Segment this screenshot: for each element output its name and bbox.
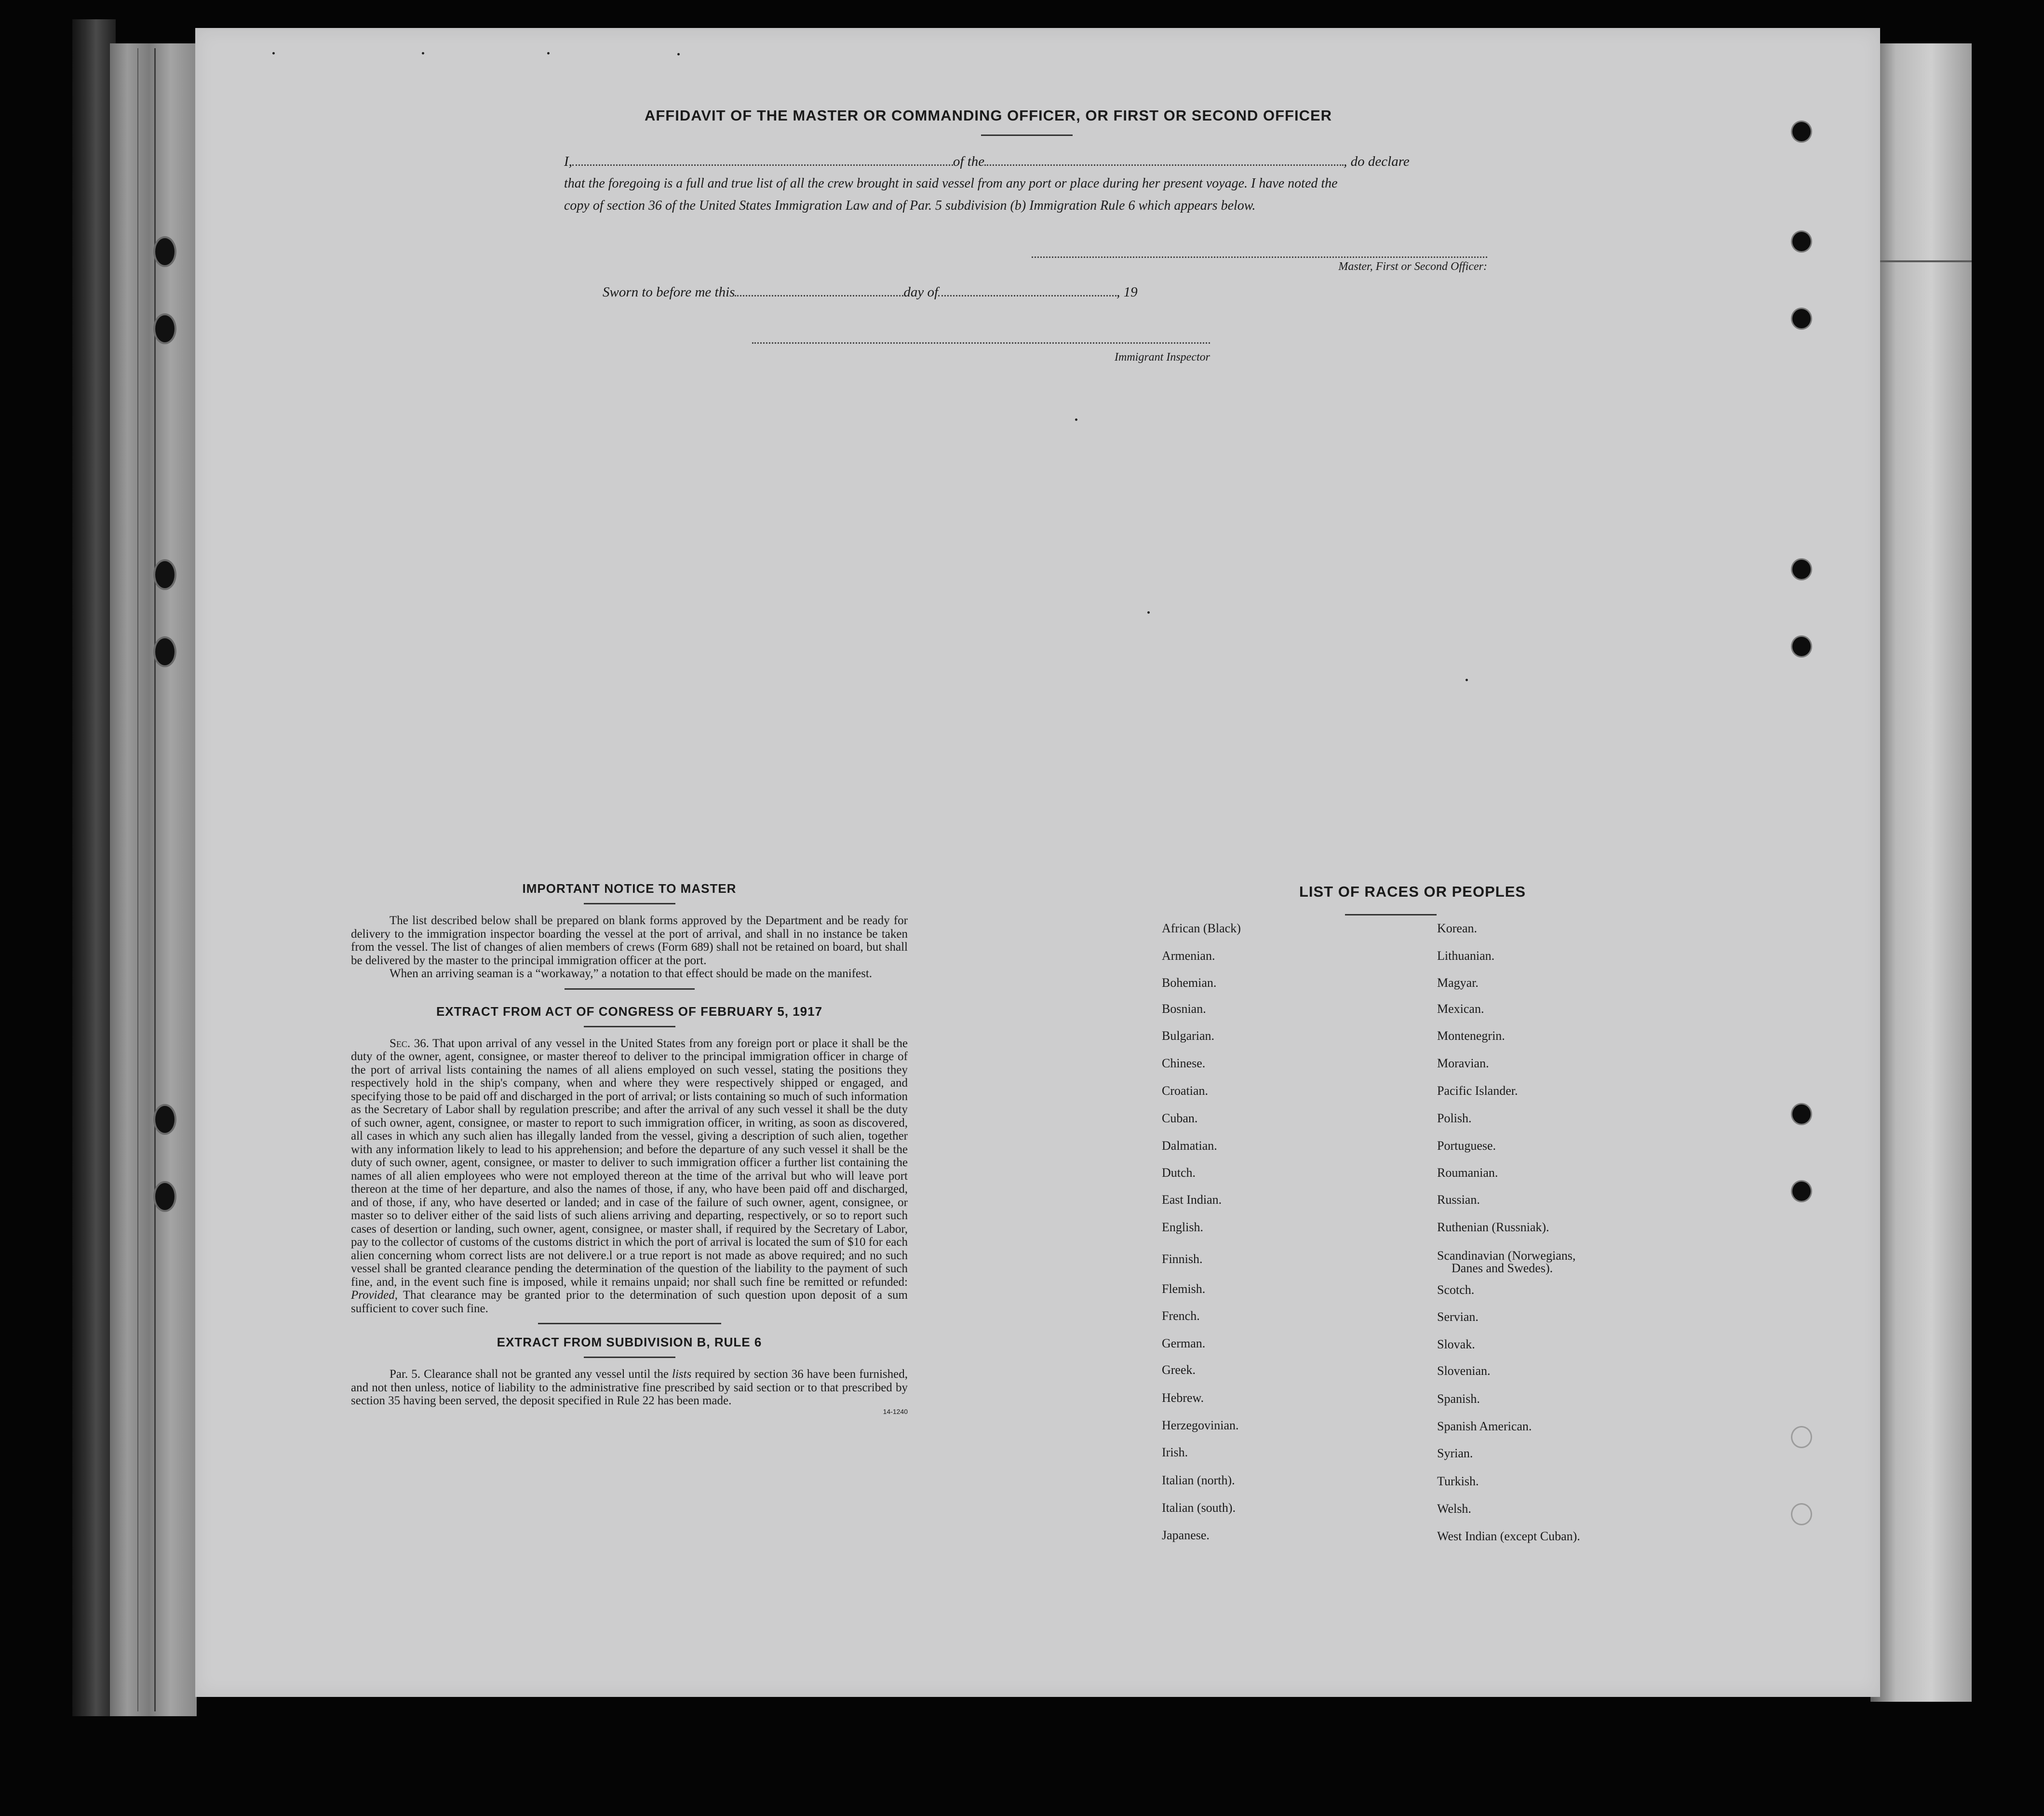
lists-word: lists [672,1368,692,1381]
punch-hole-faint [1791,1503,1812,1525]
speck [1147,611,1150,614]
section-label: Sec. 36. [390,1036,429,1050]
section-rule [538,1323,721,1324]
race-item: Dutch. [1162,1166,1196,1180]
race-item: Bosnian. [1162,1002,1206,1016]
binder-rule [154,48,156,1711]
rule-extract-title: EXTRACT FROM SUBDIVISION B, RULE 6 [497,1335,762,1349]
race-item: Italian (south). [1162,1501,1236,1515]
race-item: Roumanian. [1437,1166,1498,1180]
race-item: African (Black) [1162,921,1241,935]
race-item: Welsh. [1437,1502,1471,1516]
form-number: 14-1240 [883,1407,908,1415]
race-item: English. [1162,1220,1203,1234]
notice-title: IMPORTANT NOTICE TO MASTER [522,881,737,896]
declare-label: , do declare [1344,154,1410,169]
affidavit-body [564,150,1485,217]
binder-rule [137,48,138,1711]
sworn-label: Sworn to before me this [603,284,735,300]
race-item: Polish. [1437,1111,1472,1125]
speck [1466,679,1468,681]
year-label: , 19 [1116,284,1138,300]
race-item: Russian. [1437,1193,1480,1207]
race-item: Bohemian. [1162,976,1217,990]
race-item: Moravian. [1437,1056,1489,1070]
race-item: Scotch. [1437,1283,1475,1297]
race-item: Ruthenian (Russniak). [1437,1220,1549,1234]
affidavit-line-1 [564,150,1485,173]
speck [272,52,275,54]
race-item: Croatian. [1162,1084,1209,1098]
race-item: Magyar. [1437,976,1479,990]
speck [1075,418,1077,421]
race-item: German. [1162,1336,1206,1350]
section-rule [565,988,695,990]
punch-hole [1791,230,1812,253]
binder-hole [153,559,176,590]
punch-hole [1791,1103,1812,1125]
race-item: Dalmatian. [1162,1139,1217,1153]
sworn-day-blank[interactable] [735,284,903,296]
race-item: French. [1162,1309,1200,1323]
affidavit-title: AFFIDAVIT OF THE MASTER OR COMMANDING OFFICER, OR FIRST OR SECOND OFFICER [644,107,1332,124]
adjacent-page-edge [1870,43,1972,1702]
officer-signature-line[interactable] [1032,256,1487,258]
affidavit-line-3: copy of section 36 of the United States Immigration Law and of Par. 5 subdivision (b) Immigration Rule 6 which appears below. [564,198,1256,213]
race-item: Slovak. [1437,1337,1475,1351]
section-rule [584,1357,675,1358]
affidavit-line-2: that the foregoing is a full and true list of all the crew brought in said vessel from any port or place during her present voyage. I have noted the [564,176,1338,191]
section-rule [584,903,675,904]
race-item: Bulgarian. [1162,1029,1215,1043]
race-item: Greek. [1162,1363,1196,1377]
punch-hole [1791,635,1812,658]
punch-hole-faint [1791,1426,1812,1448]
rule-text-end: required by section 36 have been furnished, and not then unless, notice of liability to the administrative fine prescribed by said section or to that prescribed by section 35 having been served, the deposit specified in Rule 22 has been made. [351,1368,908,1407]
race-item: Italian (north). [1162,1473,1235,1487]
notice-paragraph-2: When an arriving seaman is a “workaway,” a notation to that effect should be made on the manifest. [390,967,873,980]
race-item: Chinese. [1162,1056,1206,1070]
race-item: East Indian. [1162,1193,1222,1207]
inspector-signature-line[interactable] [752,342,1210,344]
rule-extract-text [351,1368,908,1408]
race-item: Lithuanian. [1437,949,1495,963]
title-rule [981,135,1073,136]
race-item: Danes and Swedes). [1452,1261,1553,1275]
affidavit-i-label: I, [564,154,572,169]
sworn-line [603,284,1278,300]
name-blank[interactable] [572,154,953,166]
races-title: LIST OF RACES OR PEOPLES [1299,883,1526,900]
document-page [195,28,1880,1697]
act-extract-text [351,1037,908,1316]
binder-hole [153,636,176,667]
binder-hole [153,1104,176,1135]
day-of-label: day of [903,284,939,300]
race-item: Montenegrin. [1437,1029,1505,1043]
race-item: Herzegovinian. [1162,1418,1239,1432]
section-rule [584,1026,675,1027]
binder-edge [72,19,116,1716]
officer-caption: Master, First or Second Officer: [1338,260,1487,273]
race-item: Turkish. [1437,1474,1479,1488]
speck [677,53,680,55]
punch-hole [1791,308,1812,330]
punch-hole [1791,121,1812,143]
race-item: Korean. [1437,921,1478,935]
race-item: Servian. [1437,1310,1479,1324]
inspector-caption: Immigrant Inspector [1115,351,1210,363]
race-item: Japanese. [1162,1528,1210,1542]
race-item: Finnish. [1162,1252,1203,1266]
rule-text: Par. 5. Clearance shall not be granted any vessel until the [390,1368,669,1381]
vessel-blank[interactable] [984,154,1344,166]
binder-hole [153,236,176,267]
race-item: West Indian (except Cuban). [1437,1529,1580,1543]
race-item: Cuban. [1162,1111,1198,1125]
race-item: Flemish. [1162,1282,1206,1296]
notice-column [351,881,908,1415]
race-item: Syrian. [1437,1446,1473,1460]
of-the-label: of the [953,154,985,169]
race-item: Irish. [1162,1445,1188,1459]
notice-text [351,914,908,981]
binder-hole [153,1181,176,1212]
notice-paragraph-1: The list described below shall be prepared on blank forms approved by the Department and be ready for delivery to the immigration inspector boarding the vessel at the port of arrival, and shall in no instance be taken from the vessel. The list of changes of alien members of crews (Form 689) shall not be retained on board, but shall be delivered by the master to the principal immigration officer at the port. [351,914,908,967]
race-item: Scandinavian (Norwegians, [1437,1249,1576,1263]
sworn-month-blank[interactable] [938,284,1116,296]
races-title-rule [1345,914,1437,915]
race-item: Slovenian. [1437,1364,1491,1378]
adjacent-page-rule [1870,260,1972,262]
race-item: Spanish. [1437,1392,1480,1406]
binder-strip [110,43,197,1716]
race-item: Mexican. [1437,1002,1484,1016]
punch-hole [1791,558,1812,580]
race-item: Spanish American. [1437,1419,1532,1433]
binder-hole [153,313,176,344]
race-item: Pacific Islander. [1437,1084,1518,1098]
race-item: Armenian. [1162,949,1215,963]
act-extract-title: EXTRACT FROM ACT OF CONGRESS OF FEBRUARY 5, 1917 [436,1004,823,1019]
punch-hole [1791,1180,1812,1202]
speck [547,52,550,54]
act-text-end: That clearance may be granted prior to the determination of such question upon deposit of a sum sufficient to cover such fine. [351,1289,908,1315]
provided-word: Provided, [351,1289,398,1302]
race-item: Portuguese. [1437,1139,1496,1153]
speck [422,52,424,54]
race-item: Hebrew. [1162,1391,1204,1405]
act-text: That upon arrival of any vessel in the United States from any foreign port or place it shall be the duty of the owner, agent, consignee, or master thereof to deliver to the principal immigration officer in charge of the port of arrival lists containing the names of all aliens employed on such vessel, stating the positions they respectively hold in the ship's company, when and where they were respectively shipped or engaged, and specifying those to be paid off and discharged in the port of arrival; or lists containing so much of such information as the Secretary of Labor shall by regulation prescribe; and after the arrival of any such vessel it shall be the duty of such owner, agent, consignee, or master to report to such immigration officer, in writing, as soon as discovered, all cases in which any such alien has illegally landed from the vessel, giving a description of such alien, together with any information likely to lead to his apprehension; and before the departure of any such vessel it shall be the duty of such owner, agent, consignee, or master to deliver to such immigration officer a further list containing the names of all alien employees who were not employed thereon at the time of the arrival but who will leave port thereon at the time of her departure, and also the names of those, if any, who have been paid off and discharged, and of those, if any, who have deserted or landed; and in case of the failure of such owner, agent, consignee, or master so to deliver either of the said lists of such aliens arriving and departing, respectively, or so to report such cases of desertion or landing, such owner, agent, consignee, or master shall, if required by the Secretary of Labor, pay to the collector of customs of the customs district in which the port of arrival is located the sum of $10 for each alien concerning whom correct lists are not delivere.l or a true report is not made as above required; and no such vessel shall be granted clearance pending the determination of the question of the liability to the payment of such fine, and, in the event such fine is imposed, while it remains unpaid; nor shall such fine be remitted or refunded: [351,1036,908,1289]
